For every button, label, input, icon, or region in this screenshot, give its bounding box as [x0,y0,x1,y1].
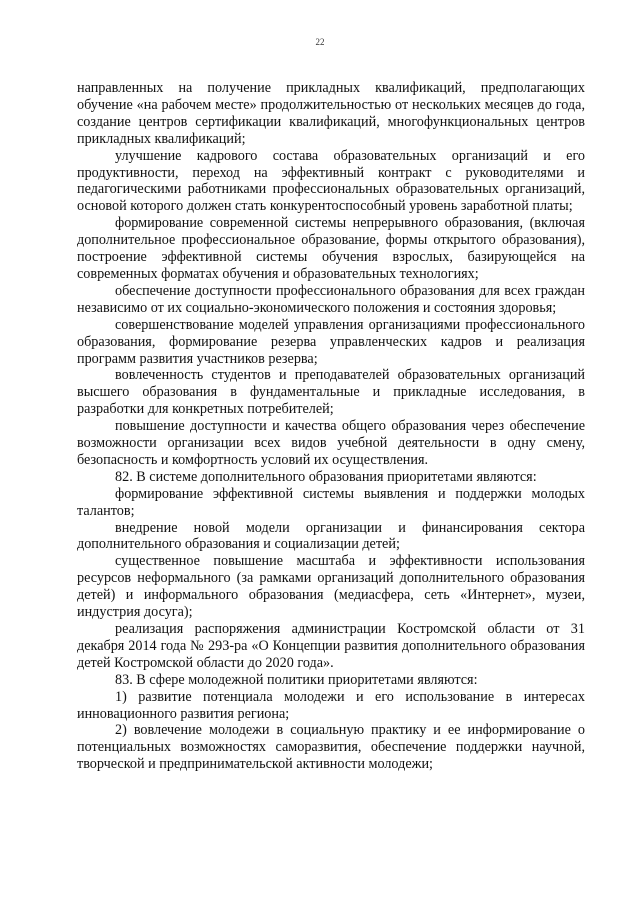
paragraph-management-models: совершенствование моделей управления организациями профессионального образования, формирование резерва управленческих кадров и реализация программ развития участников резерва; [77,316,585,367]
paragraph-continuation: направленных на получение прикладных квалификаций, предполагающих обучение «на рабочем месте» продолжительностью от нескольких месяцев до года, создание центров сертификации квалификаций, многофункциональных центров прикладных квалификаций; [77,80,585,147]
paragraph-new-model: внедрение новой модели организации и финансирования сектора дополнительного образования и социализации детей; [77,519,585,553]
section-83-heading: 83. В сфере молодежной политики приоритетами являются: [115,671,478,688]
section-82-heading: 82. В системе дополнительного образования приоритетами являются: [115,468,537,485]
paragraph-continuous-education: формирование современной системы непрерывного образования, (включая дополнительное профессиональное образование, формы открытого образования), построение эффективной системы обучения взрослых, базирующейся на современных форматах обучения и образовательных технологиях; [77,215,585,282]
paragraph-regional-order: реализация распоряжения администрации Костромской области от 31 декабря 2014 года № 293-ра «О Концепции развития дополнительного образования детей Костромской области до 2020 года». [77,621,585,671]
paragraph-informal-resources: существенное повышение масштаба и эффективности использования ресурсов неформального (за рамками организаций дополнительного образования детей) и информального образования (медиасфера, сеть «Интернет», музеи, индустрия досуга); [77,553,585,621]
paragraph-staff-composition: улучшение кадрового состава образовательных организаций и его продуктивности, переход на эффективный контракт с руководителями и педагогическими работниками профессиональных образовательных организаций, основой которого должен стать конкурентоспособный уровень заработной платы; [77,147,585,215]
list-item-2: 2) вовлечение молодежи в социальную практику и ее информирование о потенциальных возможностях саморазвития, обеспечение поддержки научной, творческой и предпринимательской активности молодежи; [77,722,585,773]
paragraph-research-involvement: вовлеченность студентов и преподавателей образовательных организаций высшего образования в фундаментальные и прикладные исследования, в разработки для конкретных потребителей; [77,367,585,418]
paragraph-general-education: повышение доступности и качества общего образования через обеспечение возможности организации всех видов учебной деятельности в одну смену, безопасность и комфортность условий их осуществления. [77,418,585,468]
paragraph-talents: формирование эффективной системы выявления и поддержки молодых талантов; [77,485,585,519]
page-number: 22 [315,37,325,47]
list-item-1: 1) развитие потенциала молодежи и его использование в интересах инновационного развития региона; [77,688,585,722]
document-body [77,80,585,773]
paragraph-accessibility: обеспечение доступности профессионального образования для всех граждан независимо от их социально-экономического положения и состояния здоровья; [77,282,585,316]
